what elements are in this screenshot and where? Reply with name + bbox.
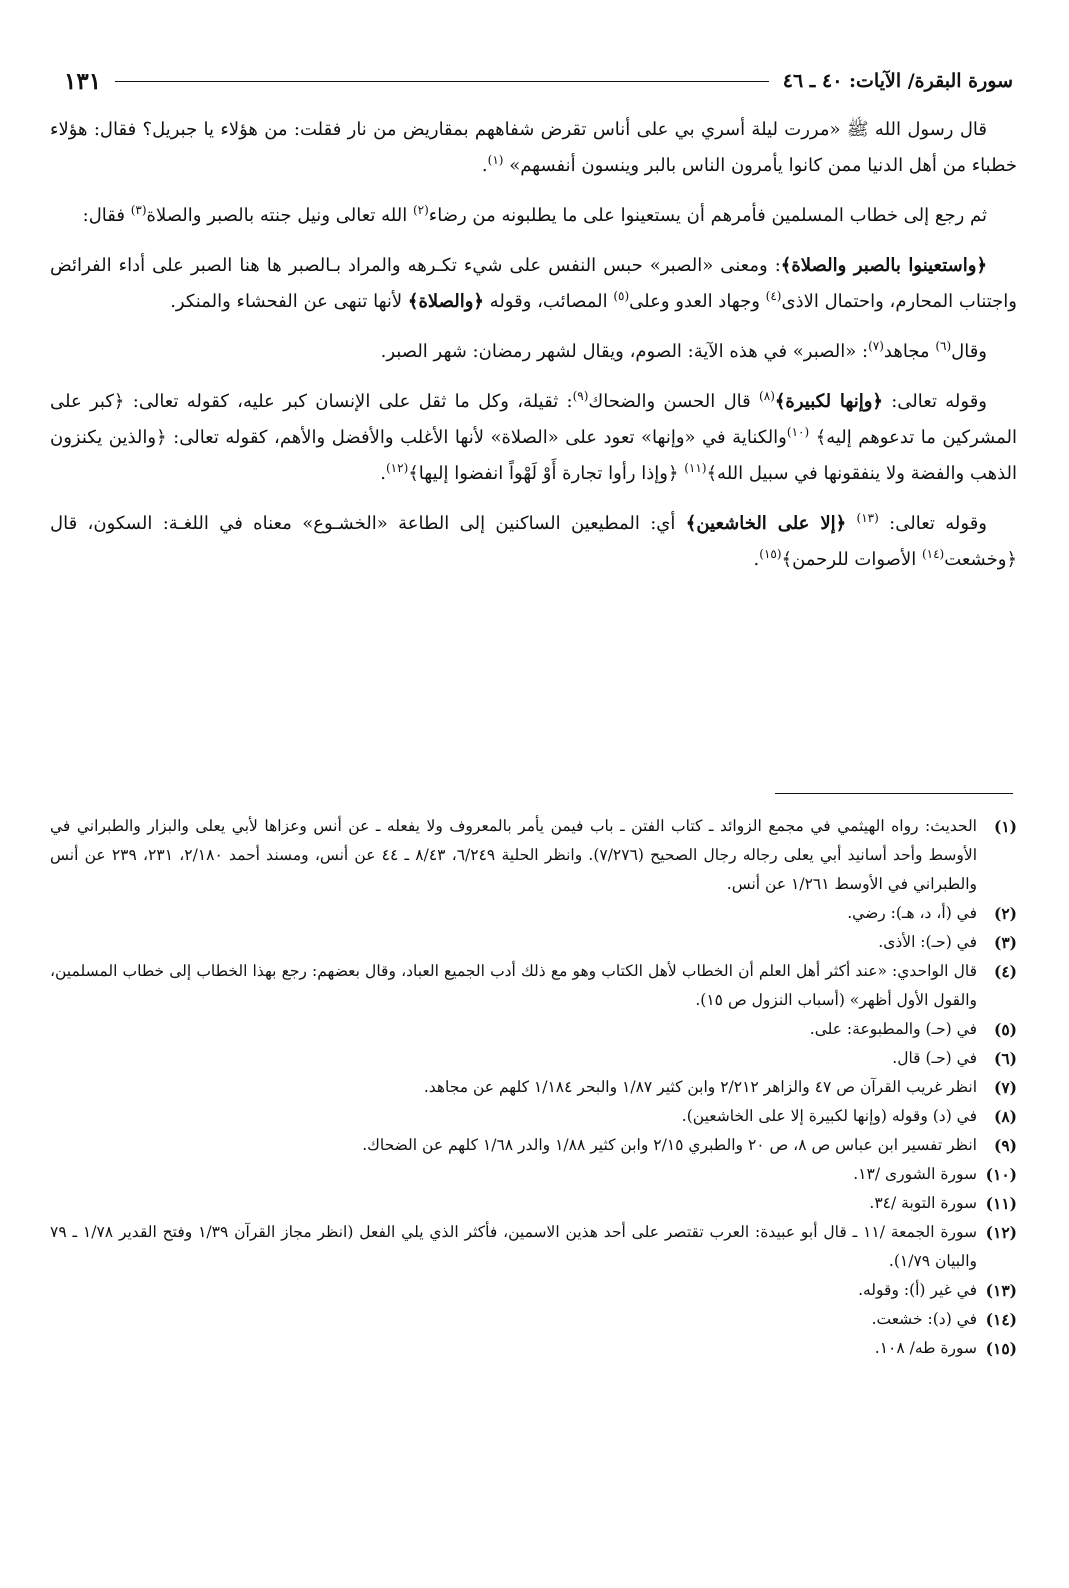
text-run: قال الحسن والضحاك <box>588 391 760 412</box>
footnote-number: (٢) <box>993 904 1017 923</box>
footnote-text: في (د) وقوله (وإنها لكبيرة إلا على الخاشعين). <box>681 1107 977 1125</box>
footnote <box>50 1189 1017 1218</box>
text-run: ثم رجع إلى خطاب المسلمين فأمرهم أن يستعينوا على ما يطلبونه من رضاء <box>428 205 987 226</box>
text-run: . <box>753 549 760 570</box>
footnote-number: (١٠) <box>985 1165 1017 1184</box>
quran-verse: ﴿والصلاة﴾ <box>407 291 484 312</box>
header-rule <box>115 81 769 82</box>
footnote-number: (٧) <box>993 1078 1017 1097</box>
footnote <box>50 1334 1017 1363</box>
footnote-text: انظر غريب القرآن ص ٤٧ والزاهر ٢/٢١٢ وابن كثير ١/٨٧ والبحر ١/١٨٤ كلهم عن مجاهد. <box>423 1078 977 1096</box>
footnote-text: في (حـ) والمطبوعة: على. <box>809 1020 977 1038</box>
footnote-ref: (١٥) <box>759 547 782 561</box>
text-run: الأصوات للرحمن﴾ <box>781 549 922 570</box>
text-run: . <box>481 155 488 176</box>
footnote-number: (٨) <box>993 1107 1017 1126</box>
text-run: . <box>380 463 386 484</box>
footnote-separator <box>775 793 1013 794</box>
footnote-text: في (حـ): الأذى. <box>878 933 977 951</box>
footnote <box>50 1218 1017 1276</box>
footnote-text: سورة الجمعة /١١ ـ قال أبو عبيدة: العرب تقتصر على أحد هذين الاسمين، فأكثر الذي يلي الفعل (انظر مجاز القرآن ١/٣٩ وفتح القدير ١/٧٨ ـ ٧٩ والبيان ١/٧٩). <box>50 1223 977 1270</box>
page-number: ١٣١ <box>64 67 102 95</box>
footnote-text: سورة التوبة /٣٤. <box>869 1194 977 1212</box>
footnote-ref: (٢) <box>412 203 429 217</box>
footnote-text: انظر تفسير ابن عباس ص ٨، ص ٢٠ والطبري ٢/١٥ وابن كثير ١/٨٨ والدر ١/٦٨ كلهم عن الضحاك. <box>362 1136 977 1154</box>
footnote <box>50 1276 1017 1305</box>
footnote-number: (١٤) <box>985 1310 1017 1329</box>
footnotes <box>50 812 1017 1363</box>
footnote-text: في (د): خشعت. <box>871 1310 977 1328</box>
quran-verse: ﴿وإنها لكبيرة﴾ <box>774 391 883 412</box>
footnote-ref: (١٠) <box>786 425 810 439</box>
footnote <box>50 899 1017 928</box>
text-run: وقال <box>951 341 987 362</box>
text-run: : ومعنى «الصبر» حبس النفس على شيء تكـرهه والمراد بـالصبر ها هنا الصبر على أداء الفرائض واجتناب المحارم، واحتمال الاذى <box>50 255 1017 312</box>
footnote <box>50 812 1017 899</box>
footnote-text: سورة طه/ ١٠٨. <box>874 1339 977 1357</box>
main-text <box>50 112 1017 592</box>
text-run <box>846 513 856 534</box>
footnote-text: في (أ، د، هـ): رضي. <box>847 904 977 922</box>
footnote-ref: (١٣) <box>856 511 879 525</box>
running-header <box>64 66 1013 96</box>
quran-verse: ﴿واستعينوا بالصبر والصلاة﴾ <box>780 255 987 276</box>
text-run: لأنها تنهى عن الفحشاء والمنكر. <box>170 291 408 312</box>
text-run: : ثقيلة، وكل ما ثقل على الإنسان كبر عليه، كقوله تعالى: ﴿كبر على المشركين ما تدعوهم إليه﴾ <box>50 391 1017 448</box>
footnote-number: (١٥) <box>985 1339 1017 1358</box>
text-run: والكناية في «وإنها» تعود على «الصلاة» لأنها الأغلب والأفضل والأهم، كقوله تعالى: ﴿والذين يكنزون الذهب والفضة ولا ينفقونها في سبيل الله﴾ <box>50 427 1017 484</box>
paragraph <box>50 112 1017 184</box>
text-run: الله تعالى ونيل جنته بالصبر والصلاة <box>146 205 413 226</box>
footnote-number: (١١) <box>985 1194 1017 1213</box>
footnote-ref: (٧) <box>868 339 884 353</box>
footnote <box>50 1015 1017 1044</box>
footnote-ref: (٥) <box>613 289 630 303</box>
footnote <box>50 1044 1017 1073</box>
footnote-number: (١٢) <box>985 1223 1017 1242</box>
footnote-ref: (٣) <box>130 203 147 217</box>
paragraph <box>50 248 1017 320</box>
text-run: المصائب، وقوله <box>483 291 614 312</box>
footnote-ref: (٤) <box>765 289 782 303</box>
footnote <box>50 957 1017 1015</box>
footnote-text: قال الواحدي: «عند أكثر أهل العلم أن الخطاب لأهل الكتاب وهو مع ذلك أدب الجميع العباد، وقال بعضهم: رجع بهذا الخطاب إلى خطاب المسلمين، والقول الأول أظهر» (أسباب النزول ص ١٥). <box>50 962 977 1009</box>
paragraph <box>50 198 1017 234</box>
footnote-text: الحديث: رواه الهيثمي في مجمع الزوائد ـ كتاب الفتن ـ باب فيمن يأمر بالمعروف ولا يفعله ـ عن أنس وعزاها لأبي يعلى والبزار والطبراني في الأوسط وأحد أسانيد أبي يعلى رجاله رجال الصحيح (٧/٢٧٦). وانظر الحلية ٦/٢٤٩، ٨/٤٣ ـ ٤٤ عن أنس، ومسند أحمد ٢/١٨٠، ٢٣١، ٢٣٩ عن أنس والطبراني في الأوسط ١/٢٦١ عن أنس. <box>50 817 978 893</box>
footnote-ref: (٨) <box>759 389 775 403</box>
text-run: ﴿وإذا رأوا تجارة أَوْ لَهْواً انفضوا إليها﴾ <box>408 463 685 484</box>
footnote-ref: (٦) <box>935 339 952 353</box>
text-run: فقال: <box>82 205 131 226</box>
footnote-text: في غير (أ): وقوله. <box>858 1281 977 1299</box>
footnote-number: (٣) <box>993 933 1017 952</box>
footnote-text: في (حـ) قال. <box>892 1049 977 1067</box>
footnote-ref: (١٢) <box>385 461 409 475</box>
paragraph <box>50 334 1017 370</box>
footnote <box>50 1305 1017 1334</box>
footnote <box>50 1160 1017 1189</box>
paragraph <box>50 506 1017 578</box>
footnote-ref: (١) <box>487 153 504 167</box>
text-run: مجاهد <box>883 341 936 362</box>
text-run: : «الصبر» في هذه الآية: الصوم، ويقال لشهر رمضان: شهر الصبر. <box>380 341 869 362</box>
quran-verse: ﴿إلا على الخاشعين﴾ <box>685 513 847 534</box>
footnote-number: (٥) <box>993 1020 1017 1039</box>
paragraph <box>50 384 1017 492</box>
footnote-number: (١) <box>993 817 1017 836</box>
text-run: وقوله تعالى: <box>882 391 987 412</box>
surah-title: سورة البقرة/ الآيات: ٤٠ ـ ٤٦ <box>782 70 1013 92</box>
footnote-ref: (٩) <box>572 389 589 403</box>
footnote <box>50 1102 1017 1131</box>
text-run: أي: المطيعين الساكنين إلى الطاعة «الخشـوع» معناه في اللغـة: السكون، قال ﴿وخشعت <box>50 513 1017 570</box>
footnote-number: (٤) <box>993 962 1017 981</box>
footnote-number: (٩) <box>993 1136 1017 1155</box>
footnote-text: سورة الشورى /١٣. <box>853 1165 977 1183</box>
footnote-ref: (١٤) <box>921 547 945 561</box>
footnote <box>50 928 1017 957</box>
footnote-number: (١٣) <box>985 1281 1017 1300</box>
footnote-number: (٦) <box>993 1049 1017 1068</box>
footnote-ref: (١١) <box>684 461 707 475</box>
footnote <box>50 1131 1017 1160</box>
text-run: قال رسول الله ﷺ «مررت ليلة أسري بي على أناس تقرض شفاههم بمقاريض من نار فقلت: من هؤلاء يا جبريل؟ فقال: هؤلاء خطباء من أهل الدنيا ممن كانوا يأمرون الناس بالبر وينسون أنفسهم» <box>50 119 1017 176</box>
text-run: وقوله تعالى: <box>878 513 987 534</box>
text-run: وجهاد العدو وعلى <box>629 291 766 312</box>
footnote <box>50 1073 1017 1102</box>
